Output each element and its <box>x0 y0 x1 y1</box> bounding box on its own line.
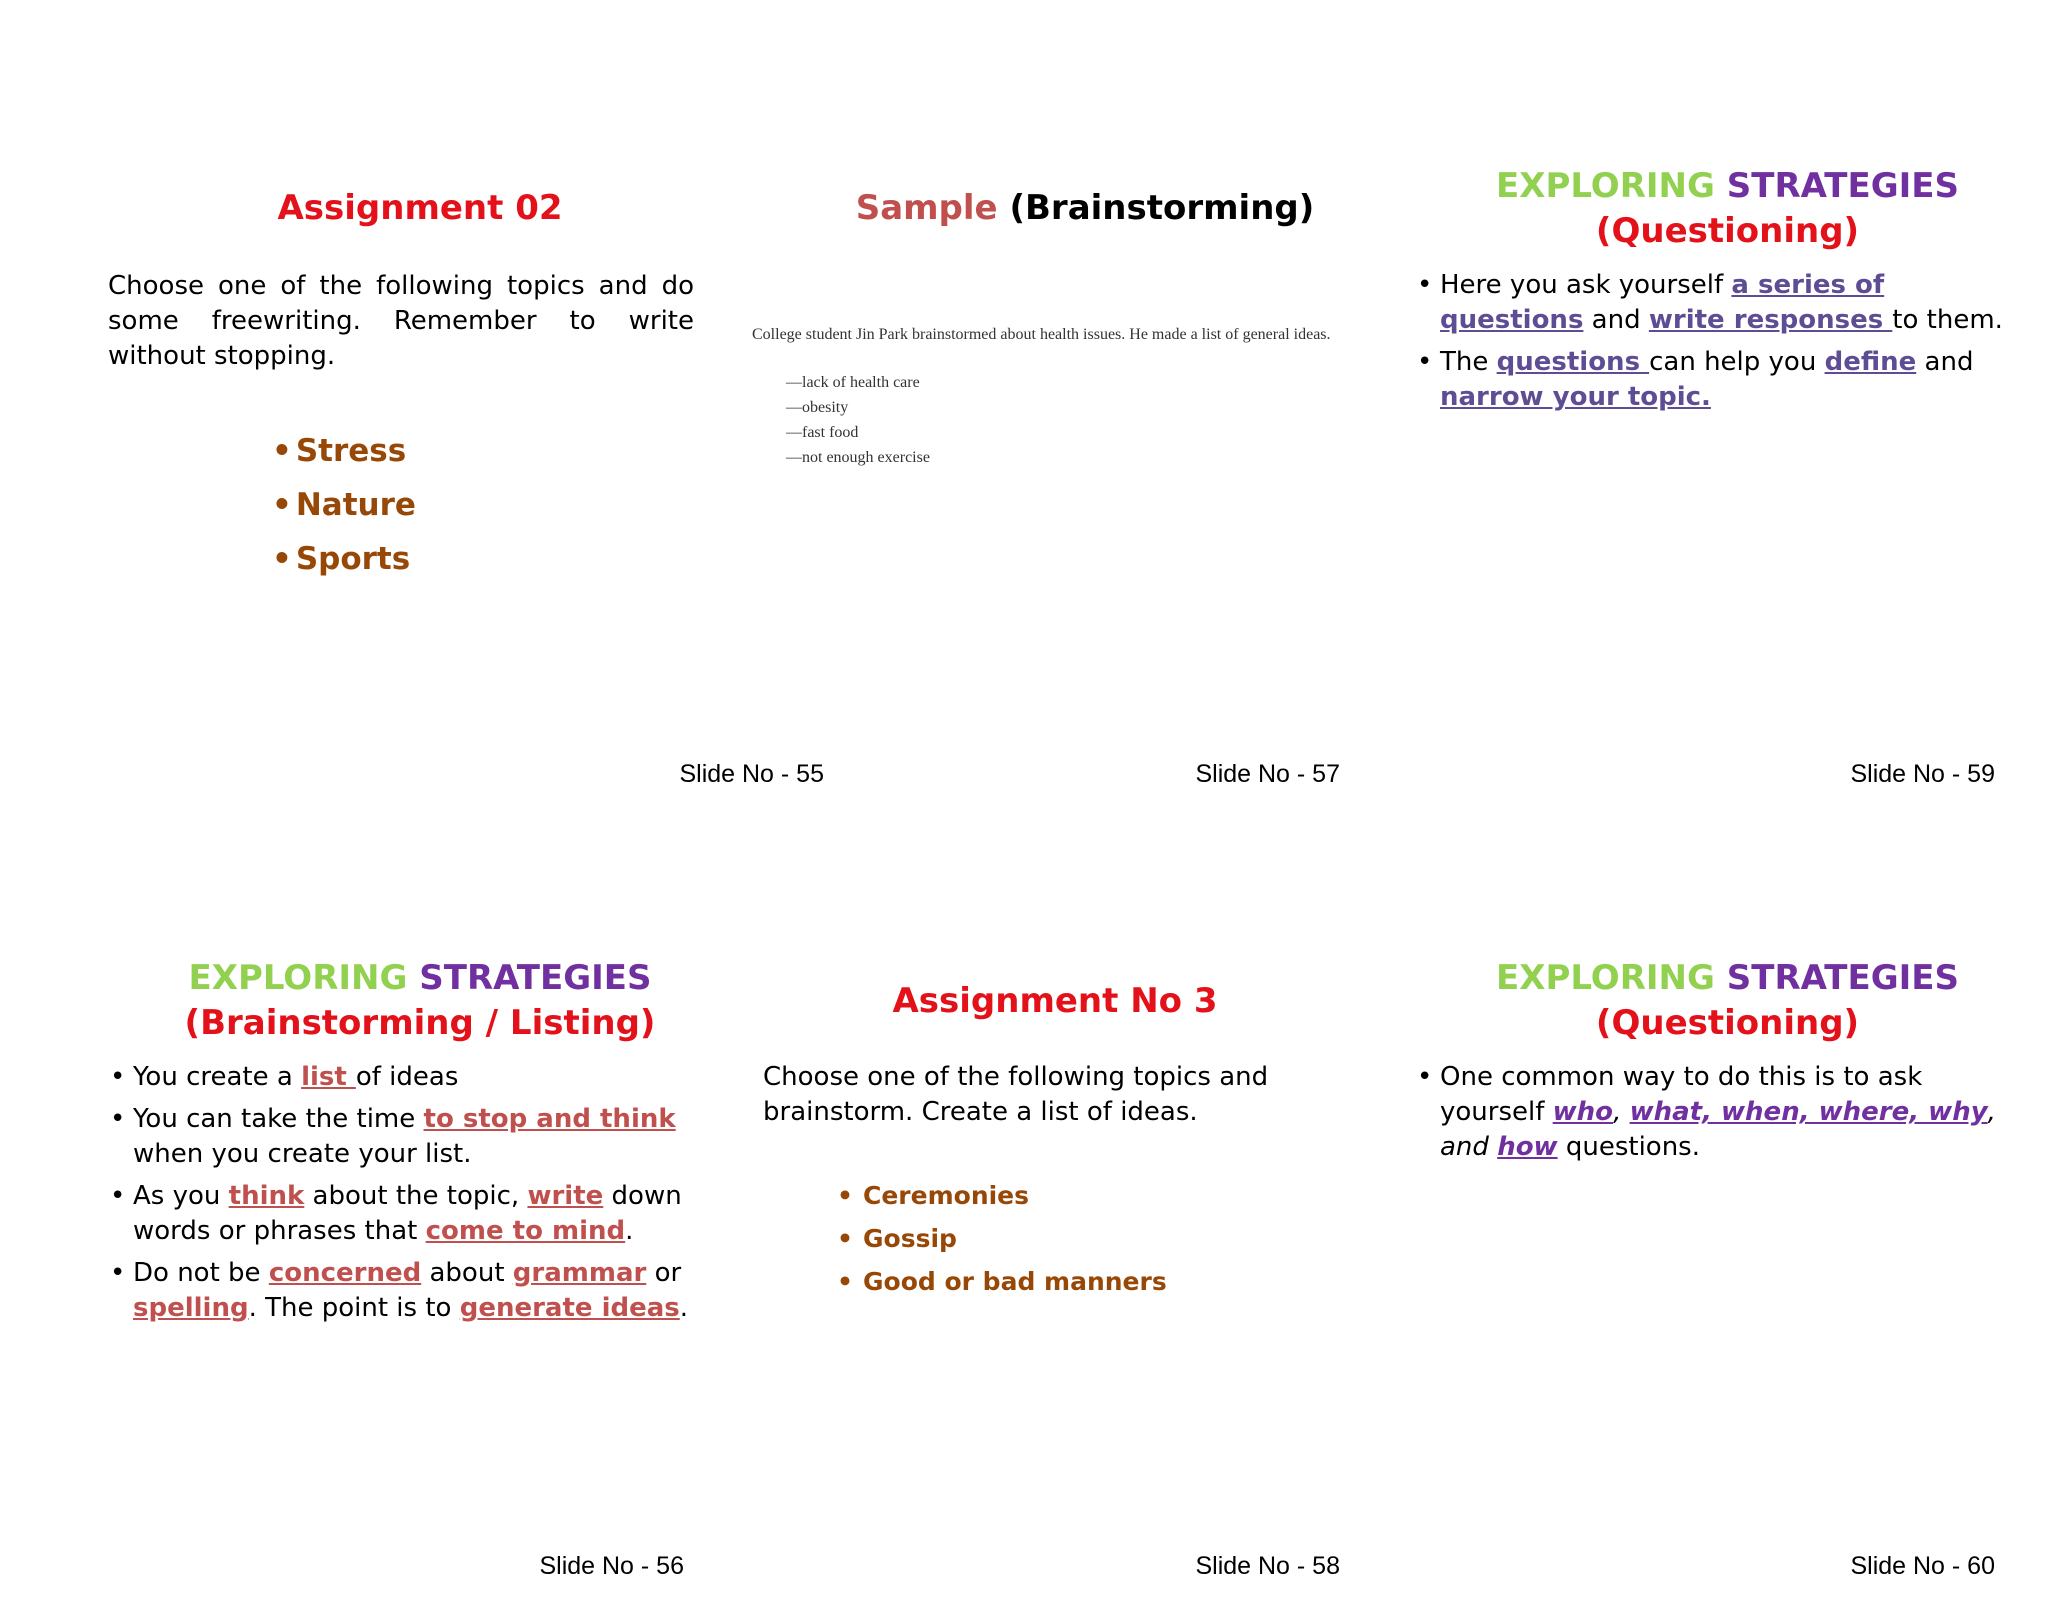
slide-60 <box>1395 952 2035 1612</box>
text: Here you ask yourself <box>1440 270 1732 300</box>
text: , and <box>1440 1097 1996 1162</box>
list-item <box>108 1179 698 1249</box>
highlight-questions: questions <box>1496 347 1650 377</box>
highlight-define: define <box>1824 347 1917 377</box>
text: One common way to do this is to ask yourself <box>1440 1062 1923 1127</box>
excerpt-intro: College student Jin Park brainstormed about health issues. He made a list of general ideas. <box>752 326 1331 343</box>
list-item: • Good or bad manners <box>837 1260 1167 1303</box>
slide-body: Choose one of the following topics and do some freewriting. Remember to write without stopping. <box>108 271 694 371</box>
slide-title <box>1420 956 2035 1001</box>
slide-57 <box>740 160 1380 820</box>
title-strategies: STRATEGIES <box>419 958 652 998</box>
highlight-how: how <box>1497 1132 1558 1162</box>
slide-title: Assignment No 3 <box>892 981 1218 1021</box>
list-item: • Stress <box>272 424 416 478</box>
slide-title <box>790 186 1380 231</box>
excerpt-item: —obesity <box>786 399 849 416</box>
text: , <box>1613 1097 1630 1127</box>
text: when you create your list. <box>133 1139 472 1169</box>
text: You create a <box>133 1062 302 1092</box>
list-item: • Nature <box>272 478 416 532</box>
highlight-think: think <box>228 1181 305 1211</box>
bullet-list <box>1415 268 2015 422</box>
highlight-who: who <box>1552 1097 1614 1127</box>
highlight-series-of-questions: a series of questions <box>1440 270 1885 335</box>
slide-title: Assignment 02 <box>277 188 563 228</box>
highlight-write: write <box>527 1181 604 1211</box>
excerpt-item: —lack of health care <box>786 374 920 391</box>
slide-number: Slide No - 57 <box>1195 760 1340 788</box>
topic-list <box>272 424 416 586</box>
text: . The point is to <box>248 1293 460 1323</box>
slide-number: Slide No - 60 <box>1850 1552 1995 1580</box>
highlight-list: list <box>301 1062 356 1092</box>
text: can help you <box>1649 347 1825 377</box>
highlight-narrow-topic: narrow your topic. <box>1440 382 1711 412</box>
slide-body: Choose one of the following topics and brainstorm. Create a list of ideas. <box>763 1062 1269 1127</box>
excerpt-item: —not enough exercise <box>786 449 930 466</box>
slide-title <box>1420 164 2035 209</box>
text: and <box>1583 305 1649 335</box>
highlight-stop-and-think: to stop and think <box>423 1104 676 1134</box>
slide-subtitle: (Questioning) <box>1595 1003 1860 1043</box>
text: of ideas <box>355 1062 459 1092</box>
title-exploring: EXPLORING <box>1496 958 1715 998</box>
list-item <box>108 1256 698 1326</box>
text: and <box>1916 347 1974 377</box>
title-sample: Sample <box>855 188 998 228</box>
list-item: • Gossip <box>837 1217 1167 1260</box>
slide-58 <box>755 952 1395 1612</box>
list-item <box>108 1060 698 1095</box>
text: about <box>421 1258 513 1288</box>
text: The <box>1440 347 1497 377</box>
title-strategies: STRATEGIES <box>1726 958 1959 998</box>
slide-number: Slide No - 55 <box>679 760 824 788</box>
title-brainstorming: (Brainstorming) <box>1009 188 1315 228</box>
slide-number: Slide No - 58 <box>1195 1552 1340 1580</box>
highlight-concerned: concerned <box>268 1258 422 1288</box>
text: about the topic, <box>304 1181 528 1211</box>
topic-list <box>837 1174 1167 1303</box>
highlight-write-responses: write responses <box>1648 305 1893 335</box>
bullet-list <box>108 1060 698 1333</box>
text: down words or phrases that <box>133 1181 682 1246</box>
slide-subtitle: (Questioning) <box>1595 211 1860 251</box>
text: As you <box>133 1181 229 1211</box>
list-item <box>1415 268 2015 338</box>
title-strategies: STRATEGIES <box>1726 166 1959 206</box>
bullet-list <box>1415 1060 2015 1172</box>
text: You can take the time <box>133 1104 424 1134</box>
list-item <box>1415 345 2015 415</box>
text: . <box>625 1216 634 1246</box>
slide-subtitle: (Brainstorming / Listing) <box>184 1003 656 1043</box>
text: Do not be <box>133 1258 269 1288</box>
highlight-come-to-mind: come to mind <box>425 1216 626 1246</box>
slide-56 <box>100 952 740 1612</box>
list-item <box>1415 1060 2015 1165</box>
text: or <box>646 1258 682 1288</box>
slide-number: Slide No - 59 <box>1850 760 1995 788</box>
text: . <box>679 1293 689 1323</box>
excerpt-item: —fast food <box>786 424 859 441</box>
highlight-what-when-where-why: what, when, where, why <box>1629 1097 1988 1127</box>
slide-title <box>100 956 740 1001</box>
list-item <box>108 1102 698 1172</box>
list-item: • Sports <box>272 532 416 586</box>
highlight-grammar: grammar <box>512 1258 647 1288</box>
list-item: • Ceremonies <box>837 1174 1167 1217</box>
slide-59 <box>1395 160 2035 820</box>
highlight-generate-ideas: generate ideas <box>459 1293 680 1323</box>
title-exploring: EXPLORING <box>188 958 408 998</box>
slide-number: Slide No - 56 <box>539 1552 684 1580</box>
highlight-spelling: spelling <box>133 1293 249 1323</box>
text: questions. <box>1557 1132 1700 1162</box>
title-exploring: EXPLORING <box>1496 166 1715 206</box>
text: to them. <box>1892 305 2003 335</box>
